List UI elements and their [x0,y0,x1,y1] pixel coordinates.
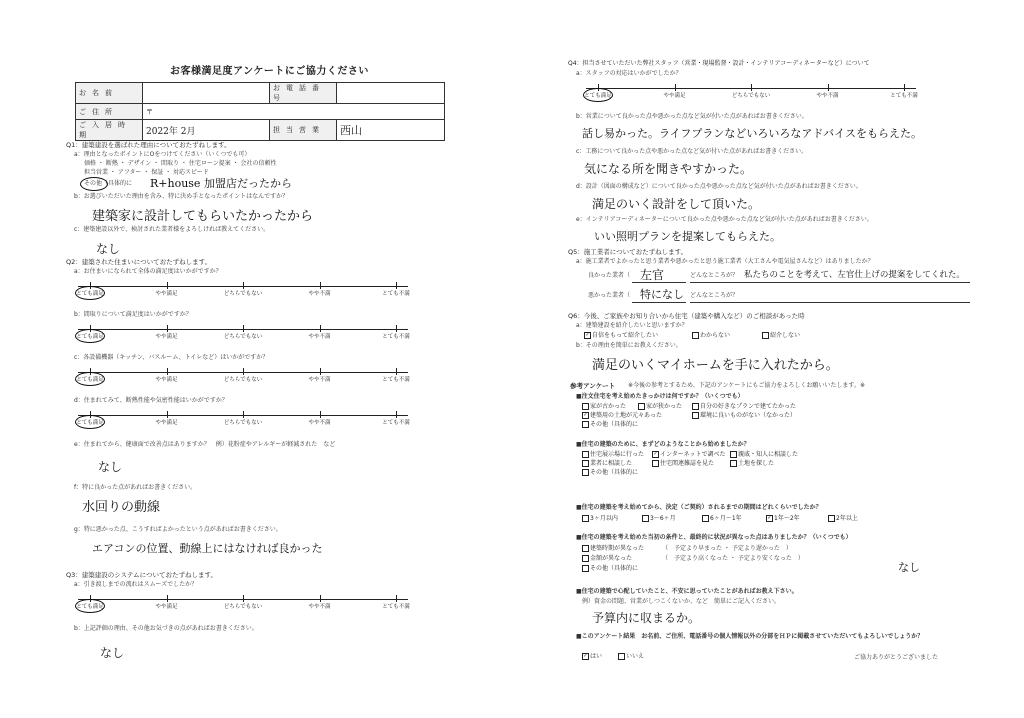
customer-info-table [75,82,445,141]
q3-b-answer: なし [100,646,125,660]
survey-page-left [0,0,500,718]
ref-q4-opt-timing[interactable]: 建築時期が異なった [582,544,644,553]
q1-other-answer: R+house 加盟店だったから [150,177,292,190]
scale-option-label[interactable]: やや満足 [663,93,686,99]
q2-heading: Q2：建築された住まいについておたずねします。 [66,258,212,266]
q6-opt-unsure[interactable]: わからない [692,331,730,340]
scale-option-label[interactable]: やや満足 [155,604,178,610]
q6-opt-recommend[interactable]: ✓ 自信をもって紹介したい [585,332,659,339]
q5-a-text: a：施工業者でよかったと思う業者や悪かったと思う施工業者（大工さんや電気屋さんなど）はありましたか？ [576,258,874,265]
q1-other-circle [80,177,108,191]
ref-q1-opt-old[interactable]: 家が古かった [582,402,626,411]
q1-b-text: b：お選びいただいた理由を含み、特に決め手となったポイントはなんですか？ [74,193,289,200]
q2-g-answer: エアコンの位置、動線上にはなければ良かった [92,542,323,555]
q5-bad-reason-underline [690,302,970,303]
ref-q1-opt-other[interactable]: その他（具体的に [582,420,638,429]
ref-q2-opt-company[interactable]: 業者に相談した [582,459,632,468]
phone-field [337,83,445,104]
q5-good-how: どんなところが？ [690,272,739,279]
phone-label: お電話番号 [270,83,337,104]
checkbox-icon: ✓ [585,332,590,338]
q1-c-answer: なし [96,242,121,256]
ref-q2-opt-land[interactable]: 土地を探した [730,459,774,468]
scale-option-label[interactable]: どちらでもない [223,334,263,340]
name-field [143,83,270,104]
scale-option-label[interactable]: やや満足 [155,377,178,383]
scale-option-label[interactable]: どちらでもない [223,420,263,426]
ref-q5-answer: 予算内に収まるか。 [592,611,701,625]
q4-e-answer: いい照明プランを提案してもらえた。 [594,230,781,243]
q2-f-answer: 水回りの動線 [82,500,161,515]
scale-option-label[interactable]: とても満足 [76,334,104,340]
q2-b-text: b：間取りについて満足度はいかがですか？ [74,311,192,318]
selected-option-circle [75,372,105,386]
q3-b-text: b：上記評価の理由、その他お気づきの点があればお書きください。 [74,625,258,632]
selected-option-circle [75,415,105,429]
ref-q3-text: ■住宅の建築を考え始めてから、決定（ご契約）されるまでの期間はどれくらいでしたか？ [576,504,822,511]
q5-good-underline [632,282,686,283]
ref-q4-opt-other[interactable]: その他（具体的に [582,564,638,573]
q5-good-reason: 私たちのことを考えて、左官仕上げの提案をしてくれた。 [744,270,965,280]
q4-c-answer: 気になる所を聞きやすかった。 [584,162,753,176]
move-in-value: 2022年 2月 [143,120,270,141]
name-label: お名前 [76,83,143,104]
scale-option-label[interactable]: とても不満 [382,420,410,426]
ref-q4-text: ■住宅の建築を考え始めた当初の条件と、最終的に状況が異なった点はありましたか？（いくつでも） [576,534,852,541]
ref-q5-example: 例）資金の問題、営業がしつこくないか、など 簡単にご記入ください。 [582,598,781,605]
ref-q4-answer: なし [898,561,920,574]
q1-heading: Q1：建築建設を選ばれた理由についておたずねします。 [66,141,231,149]
scale-option-label[interactable]: とても満足 [76,291,104,297]
selected-option-circle [75,599,105,613]
ref-q4-sub2: （ 予定より高くなった ・ 予定より安くなった ） [662,555,804,562]
ref-intro: ※今後の参考とするため、下記のアンケートにもご協力をよろしくお願いいたします。※ [628,382,865,389]
q4-a-text: a：スタッフの対応はいかがでしたか？ [576,70,682,77]
scale-option-label[interactable]: やや不満 [308,377,331,383]
q2-e-text: e：住まれてから、健康面で改善点はありますか？ 例）花粉症やアレルギーが軽減された など [74,441,336,448]
q2-d-rating-scale[interactable] [78,409,408,427]
staff-value: 西山 [337,120,445,141]
scale-option-label[interactable]: どちらでもない [223,604,263,610]
checkbox-icon [692,332,699,339]
scale-option-label[interactable]: とても不満 [382,291,410,297]
q4-e-text: e：インテリアコーディネーターについて良かった点や悪かった点など気が付いた点があればお書きください。 [576,216,873,223]
ref-q2-text: ■住宅の建築のために、まずどのようなことから始めましたか？ [576,441,750,448]
q2-a-rating-scale[interactable] [78,280,408,298]
scale-option-label[interactable]: とても満足 [76,420,104,426]
staff-label: 担当営業 [270,120,337,141]
ref-q1-text: ■注文住宅を考え始めたきっかけは何ですか？（いくつでも） [576,393,744,400]
q5-bad-how: どんなところが？ [690,292,739,299]
q2-e-answer: なし [98,460,123,474]
ref-q2-opt-showroom[interactable]: 住宅展示場に行った [582,450,644,459]
ref-q6-opt-no[interactable]: いいえ [618,652,644,661]
ref-heading: 参考アンケート [570,382,616,390]
q5-heading: Q5：施工業者についておたずねします。 [568,248,688,256]
q4-heading: Q4：担当させていただいた弊社スタッフ（営業・現場監督・設計・インテリアコーディネーターなど）について [568,60,870,67]
ref-q2-opt-relatives[interactable]: 親戚・知人に相談した [730,450,798,459]
scale-option-label[interactable]: やや不満 [816,93,839,99]
q2-g-text: g：特に悪かった点、こうすればよかったという点があればお書きください。 [74,526,282,533]
q2-b-rating-scale[interactable] [78,323,408,341]
ref-q1-opt-land[interactable]: ✓ 建築用の土地が元々あった [583,412,662,419]
q6-opt-no[interactable]: 紹介しない [762,331,800,340]
q2-a-text: a：お住まいになられて全体の満足度はいかがですか？ [74,268,222,275]
q1-options-row2: 担当営業 ・ アフター ・ 保証 ・ 対応スピード [84,169,209,176]
q4-b-text: b：営業について良かった点や悪かった点など気が付いた点があればお書きください。 [576,113,808,120]
q6-a-text: a：建築建設を紹介したいと思いますか？ [576,322,688,329]
address-field: 〒 [143,104,445,120]
q2-c-text: c：各設備機器（キッチン、バスルーム、トイレなど）はいかがですか？ [74,354,269,361]
ref-q1-opt-plan[interactable]: 自分の好きなプランで建てたかった [692,402,796,411]
ref-q6-text: ■このアンケート結果 お名前、ご住所、電話番号の個人情報以外の分部をＨＰに掲載させていただいてもよろしいでしょうか？ [576,633,924,640]
scale-option-label[interactable]: とても不満 [382,604,410,610]
ref-q3-opt-2y[interactable]: 2年以上 [828,514,858,523]
q5-good-value: 左官 [640,268,665,282]
scale-option-label[interactable]: やや不満 [308,420,331,426]
q4-a-rating-scale[interactable] [586,82,916,100]
ref-q4-opt-price[interactable]: 金額が異なった [582,554,632,563]
q4-d-text: d：設計（図面の構成など）について良かった点や悪かった点など気が付いた点があればお書きください。 [576,183,862,190]
ref-q1-opt-env[interactable]: 環境に良いものがない（なかった） [692,411,796,420]
scale-option-label[interactable]: やや不満 [308,334,331,340]
q3-a-text: a：引き渡しまでの流れはスムーズでしたか？ [74,581,198,588]
q5-bad-label: 悪かった業者（ [588,292,631,299]
q5-bad-underline [632,302,686,303]
scale-option-label[interactable]: やや満足 [155,420,178,426]
ref-q5-text: ■住宅の建築で心配していたこと、不安に思っていたことがあればお教え下さい。 [576,588,798,595]
q2-d-text: d：住まれてみて、断熱性能や気密性能はいかがですか？ [74,397,228,404]
q1-options-row1: 価格 ・ 断熱 ・ デザイン ・ 間取り ・ 住宅ローン提案 ・ 会社の信頼性 [84,160,277,167]
q6-b-text: b：その理由を簡単にお教えください。 [576,342,682,349]
q4-d-answer: 満足のいく設計をして頂いた。 [592,197,761,211]
move-in-label: ご入居時期 [76,120,143,141]
q6-b-answer: 満足のいくマイホームを手に入れたから。 [592,358,839,373]
thanks-text: ご協力ありがとうございました [854,654,939,661]
ref-q4-sub1: （ 予定より早まった ・ 予定より遅かった ） [662,545,792,552]
survey-title: お客様満足度アンケートにご協力ください [170,66,369,77]
checkbox-icon [762,332,769,339]
ref-q6-opt-yes[interactable]: ✓ はい [583,653,603,660]
ref-q3-opt-3m[interactable]: 3ヶ月以内 [582,514,618,523]
ref-q2-opt-other[interactable]: その他（具体的に [582,468,638,477]
q1-b-answer: 建築家に設計してもらいたかったから [92,209,314,224]
ref-q1-opt-small[interactable]: 家が狭かった [638,402,682,411]
survey-page-right [512,0,1012,718]
ref-q3-opt-1to2y[interactable]: ✓ 1年〜2年 [767,515,800,522]
address-label: ご住所 [76,104,143,120]
scale-option-label[interactable]: とても満足 [76,377,104,383]
scale-option-label[interactable]: やや不満 [308,291,331,297]
scale-option-label[interactable]: どちらでもない [223,377,263,383]
scale-option-label[interactable]: とても満足 [584,93,612,99]
ref-q3-opt-6mto1y[interactable]: 6ヶ月〜1年 [702,514,742,523]
ref-q2-opt-magazine[interactable]: 住宅関連雑誌を見た [652,459,714,468]
q5-bad-value: 特になし [640,288,684,301]
q5-good-reason-underline [690,282,970,283]
scale-option-label[interactable]: やや満足 [155,291,178,297]
ref-q2-opt-internet[interactable]: ✓ インターネットで調べた [653,451,726,458]
q5-good-label: 良かった業者（ [588,272,631,279]
selected-option-circle [583,88,613,102]
q2-f-text: f：特に良かった点があればお書きください。 [74,484,197,491]
q2-c-rating-scale[interactable] [78,366,408,384]
scale-option-label[interactable]: とても不満 [890,93,918,99]
scale-option-label[interactable]: とても不満 [382,334,410,340]
q6-heading: Q6：今後、ご家族やお知り合いから住宅（建築や購入など）のご相談があった時 [568,312,805,320]
q4-c-text: c：工務について良かった点や悪かった点など気が付いた点があればお書きください。 [576,148,808,155]
scale-option-label[interactable]: やや不満 [308,604,331,610]
q1-other-label: その他（具体的に [84,180,133,187]
q1-a-text: a：理由となったポイントにOをつけてください（いくつでも可） [74,151,251,158]
ref-q3-opt-3to6m[interactable]: 3〜6ヶ月 [642,514,676,523]
q3-a-rating-scale[interactable] [78,593,408,611]
scale-option-label[interactable]: とても満足 [76,604,104,610]
q1-c-text: c：建築建設以外で、検討された業者様をよろしければ教えてください。 [74,226,270,233]
scale-option-label[interactable]: どちらでもない [223,291,263,297]
selected-option-circle [75,286,105,300]
scale-option-label[interactable]: とても不満 [382,377,410,383]
scale-option-label[interactable]: どちらでもない [731,93,771,99]
selected-option-circle [75,329,105,343]
q3-heading: Q3：建築建設のシステムについておたずねします。 [66,571,217,579]
q4-b-answer: 話し易かった。ライフプランなどいろいろなアドバイスをもらえた。 [582,127,923,140]
scale-option-label[interactable]: やや満足 [155,334,178,340]
